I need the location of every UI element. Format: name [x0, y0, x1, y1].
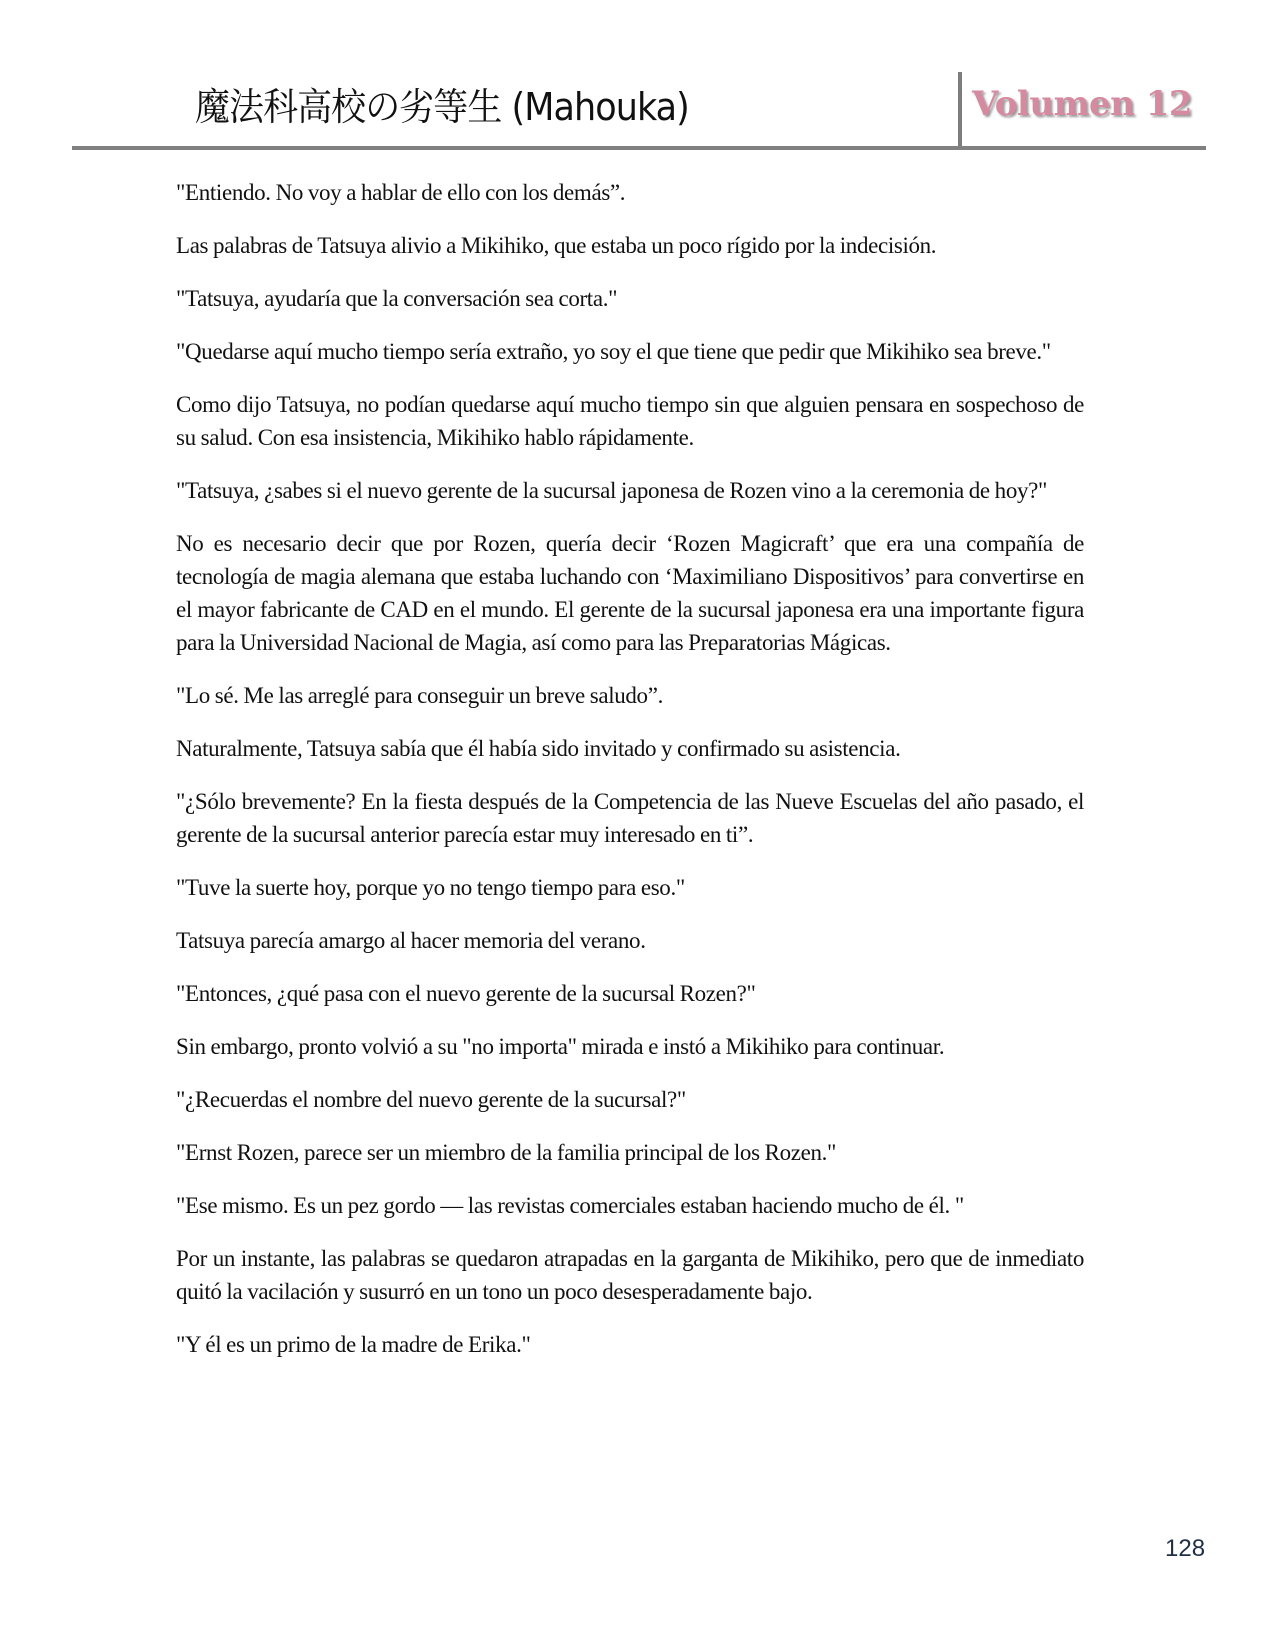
paragraph: "Tatsuya, ayudaría que la conversación sea corta."	[176, 286, 618, 311]
paragraph: "¿Sólo brevemente? En la fiesta después de la Competencia de las Nueve Escuelas del año pasado, el gerente de la sucursal anterior parecía estar muy interesado en ti”.	[176, 789, 1084, 847]
paragraph: "Ese mismo. Es un pez gordo — las revistas comerciales estaban haciendo mucho de él. "	[176, 1193, 964, 1218]
paragraph: "Entiendo. No voy a hablar de ello con los demás”.	[176, 180, 626, 205]
paragraph: "Tatsuya, ¿sabes si el nuevo gerente de la sucursal japonesa de Rozen vino a la ceremonia de hoy?"	[176, 478, 1048, 503]
book-title: 魔法科高校の劣等生 (Mahouka)	[195, 85, 689, 129]
paragraph: Por un instante, las palabras se quedaron atrapadas en la garganta de Mikihiko, pero que de inmediato quitó la vacilación y susurró en un tono un poco desesperadamente bajo.	[176, 1246, 1084, 1304]
paragraph: "Lo sé. Me las arreglé para conseguir un breve saludo”.	[176, 683, 663, 708]
volume-label: Volumen 12	[972, 84, 1193, 124]
paragraph: "Y él es un primo de la madre de Erika."	[176, 1332, 531, 1357]
page-number: 128	[1165, 1535, 1206, 1562]
header-rule	[72, 146, 1206, 150]
header-divider	[958, 72, 962, 150]
paragraph: "Entonces, ¿qué pasa con el nuevo gerente de la sucursal Rozen?"	[176, 981, 756, 1006]
paragraph: No es necesario decir que por Rozen, quería decir ‘Rozen Magicraft’ que era una compañía de tecnología de magia alemana que estaba luchando con ‘Maximiliano Dispositivos’ para convertirse en el mayor fabricante de CAD en el mundo. El gerente de la sucursal japonesa era una importante figura para la Universidad Nacional de Magia, así como para las Preparatorias Mágicas.	[176, 531, 1084, 655]
paragraph: Sin embargo, pronto volvió a su "no importa" mirada e instó a Mikihiko para continuar.	[176, 1034, 945, 1059]
paragraph: Naturalmente, Tatsuya sabía que él había sido invitado y confirmado su asistencia.	[176, 736, 901, 761]
paragraph: "¿Recuerdas el nombre del nuevo gerente de la sucursal?"	[176, 1087, 686, 1112]
paragraph: Tatsuya parecía amargo al hacer memoria del verano.	[176, 928, 646, 953]
body-text	[176, 176, 1084, 1381]
paragraph: "Tuve la suerte hoy, porque yo no tengo tiempo para eso."	[176, 875, 685, 900]
paragraph: "Ernst Rozen, parece ser un miembro de la familia principal de los Rozen."	[176, 1140, 837, 1165]
paragraph: Como dijo Tatsuya, no podían quedarse aquí mucho tiempo sin que alguien pensara en sospechoso de su salud. Con esa insistencia, Mikihiko hablo rápidamente.	[176, 392, 1084, 450]
paragraph: "Quedarse aquí mucho tiempo sería extraño, yo soy el que tiene que pedir que Mikihiko sea breve."	[176, 339, 1051, 364]
paragraph: Las palabras de Tatsuya alivio a Mikihiko, que estaba un poco rígido por la indecisión.	[176, 233, 937, 258]
